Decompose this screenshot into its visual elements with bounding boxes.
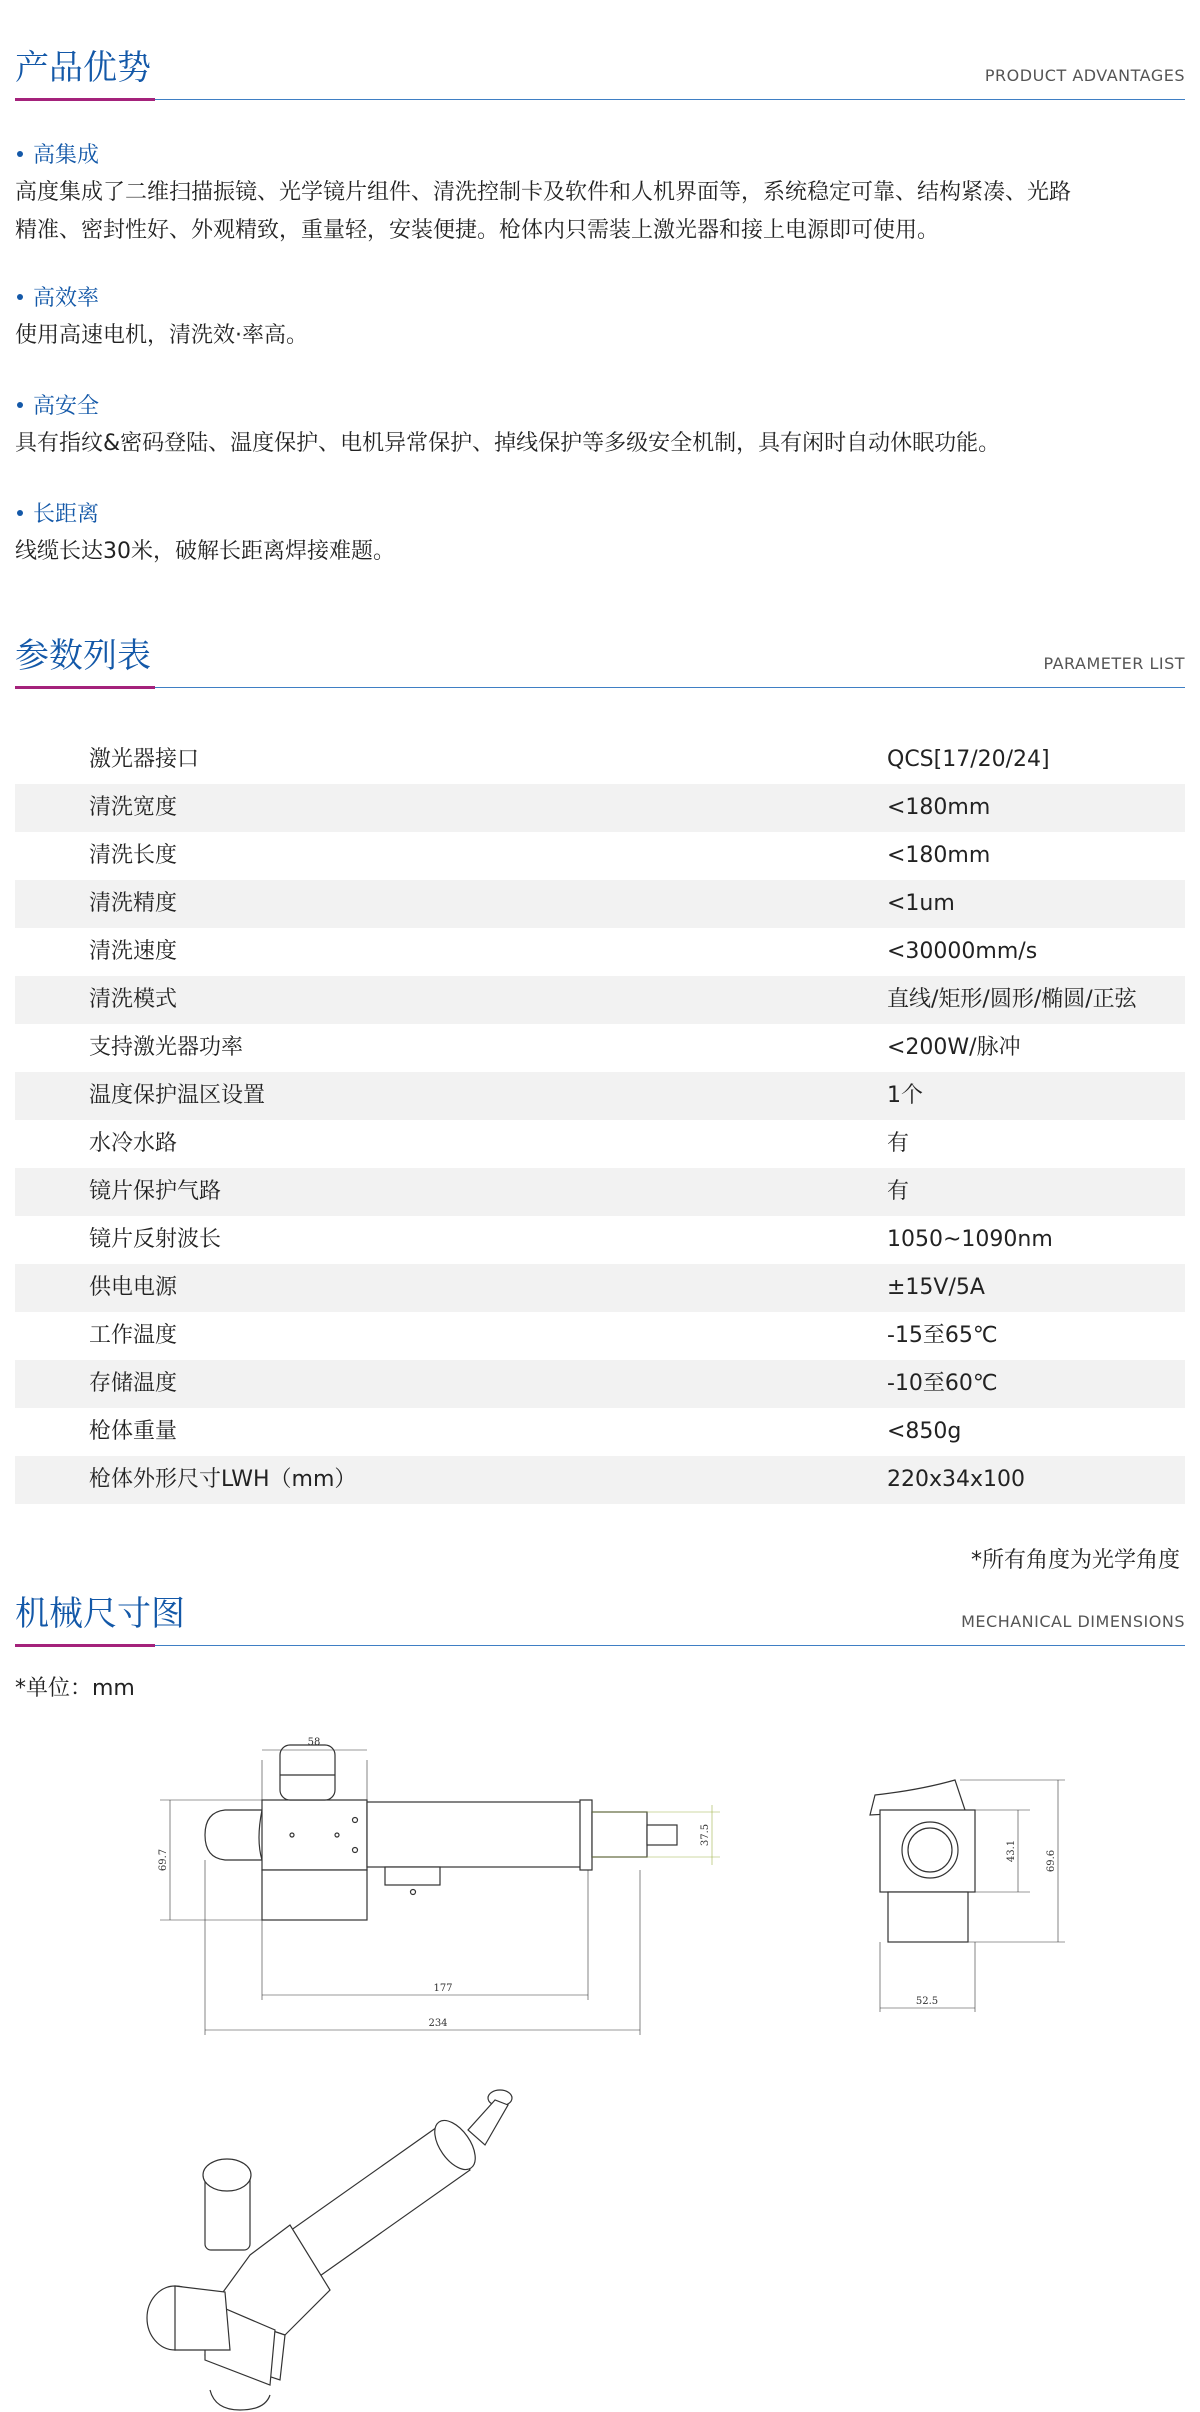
table-row bbox=[15, 1216, 1185, 1264]
dim-bottom-total: 234 bbox=[428, 2018, 448, 2029]
section-accent-bar bbox=[15, 1644, 155, 1647]
bullet-icon bbox=[17, 402, 23, 408]
advantage-title: 高安全 bbox=[15, 391, 1185, 423]
dim-height-left: 69.7 bbox=[158, 1848, 169, 1872]
param-value: 有 bbox=[887, 1131, 910, 1156]
param-value: <1um bbox=[887, 891, 955, 916]
advantage-distance bbox=[15, 499, 1185, 571]
section-divider bbox=[15, 99, 1185, 100]
unit-label: *单位：mm bbox=[15, 1676, 135, 1701]
dim-side-height: 69.6 bbox=[1046, 1849, 1057, 1873]
advantage-title: 高效率 bbox=[15, 283, 1185, 315]
param-name: 水冷水路 bbox=[89, 1131, 178, 1156]
advantage-title: 长距离 bbox=[15, 499, 1185, 531]
param-value: <200W/脉冲 bbox=[887, 1035, 1021, 1060]
section-subtitle: PARAMETER LIST bbox=[1043, 654, 1185, 673]
table-row bbox=[15, 1072, 1185, 1120]
bullet-icon bbox=[17, 510, 23, 516]
angle-note: *所有角度为光学角度 bbox=[970, 1548, 1180, 1573]
param-value: -15至65℃ bbox=[887, 1323, 998, 1348]
advantage-text: 高度集成了二维扫描振镜、光学镜片组件、清洗控制卡及软件和人机界面等，系统稳定可靠、结构紧凑、光路 精准、密封性好、外观精致，重量轻，安装便捷。枪体内只需装上激光器和接上电源即可使用。 bbox=[15, 180, 1072, 243]
param-name: 枪体重量 bbox=[89, 1419, 178, 1444]
param-name: 清洗长度 bbox=[89, 843, 178, 868]
param-value: ±15V/5A bbox=[887, 1275, 985, 1300]
advantage-efficiency bbox=[15, 283, 1185, 355]
table-row bbox=[15, 1456, 1185, 1504]
section-title: 参数列表 bbox=[15, 636, 151, 676]
param-value: <30000mm/s bbox=[887, 939, 1038, 964]
param-name: 清洗模式 bbox=[89, 987, 178, 1012]
section-divider bbox=[15, 687, 1185, 688]
table-row bbox=[15, 832, 1185, 880]
param-value: 1个 bbox=[887, 1083, 923, 1108]
dim-side-inner: 43.1 bbox=[1006, 1839, 1017, 1863]
param-name: 工作温度 bbox=[89, 1323, 178, 1348]
param-name: 存储温度 bbox=[89, 1371, 178, 1396]
section-header-mechanical bbox=[15, 1590, 1185, 1650]
param-name: 清洗宽度 bbox=[89, 795, 178, 820]
section-divider bbox=[15, 1645, 1185, 1646]
section-title: 产品优势 bbox=[15, 48, 151, 88]
param-name: 镜片反射波长 bbox=[89, 1227, 222, 1252]
isometric-view bbox=[147, 2090, 512, 2410]
section-header-params bbox=[15, 632, 1185, 692]
bullet-icon bbox=[17, 294, 23, 300]
param-value: 有 bbox=[887, 1179, 910, 1204]
dim-right: 37.5 bbox=[700, 1823, 711, 1847]
param-name: 枪体外形尺寸LWH（mm） bbox=[89, 1467, 357, 1492]
table-row bbox=[15, 976, 1185, 1024]
dim-side-width: 52.5 bbox=[915, 1996, 939, 2007]
param-name: 激光器接口 bbox=[89, 747, 200, 772]
param-value: 直线/矩形/圆形/椭圆/正弦 bbox=[887, 987, 1137, 1012]
dim-top-width: 58 bbox=[307, 1737, 321, 1748]
param-value: -10至60℃ bbox=[887, 1371, 998, 1396]
advantage-text: 线缆长达30米，破解长距离焊接难题。 bbox=[15, 539, 395, 564]
section-accent-bar bbox=[15, 686, 155, 689]
param-name: 供电电源 bbox=[89, 1275, 178, 1300]
table-row bbox=[15, 1264, 1185, 1312]
table-row bbox=[15, 880, 1185, 928]
param-name: 支持激光器功率 bbox=[89, 1035, 244, 1060]
param-name: 镜片保护气路 bbox=[89, 1179, 222, 1204]
section-accent-bar bbox=[15, 98, 155, 101]
advantage-title: 高集成 bbox=[15, 140, 1185, 172]
mechanical-drawing bbox=[0, 1700, 1200, 2412]
table-row bbox=[15, 1120, 1185, 1168]
advantage-text: 具有指纹&密码登陆、温度保护、电机异常保护、掉线保护等多级安全机制，具有闲时自动休眠功能。 bbox=[15, 431, 1001, 456]
advantage-integration bbox=[15, 140, 1185, 250]
table-row bbox=[15, 928, 1185, 976]
param-value: 220x34x100 bbox=[887, 1467, 1026, 1492]
param-value: <180mm bbox=[887, 795, 991, 820]
table-row bbox=[15, 1408, 1185, 1456]
table-row bbox=[15, 736, 1185, 784]
section-subtitle: PRODUCT ADVANTAGES bbox=[984, 66, 1185, 85]
table-row bbox=[15, 1312, 1185, 1360]
param-value: 1050~1090nm bbox=[887, 1227, 1053, 1252]
param-value: QCS[17/20/24] bbox=[887, 747, 1050, 772]
param-value: <180mm bbox=[887, 843, 991, 868]
advantage-text: 使用高速电机，清洗效·率高。 bbox=[15, 323, 308, 348]
param-name: 清洗精度 bbox=[89, 891, 178, 916]
table-row bbox=[15, 1360, 1185, 1408]
section-header-advantages bbox=[15, 44, 1185, 104]
section-subtitle: MECHANICAL DIMENSIONS bbox=[961, 1612, 1185, 1631]
param-name: 温度保护温区设置 bbox=[89, 1083, 266, 1108]
advantage-safety bbox=[15, 391, 1185, 463]
table-row bbox=[15, 784, 1185, 832]
bullet-icon bbox=[17, 151, 23, 157]
table-row bbox=[15, 1024, 1185, 1072]
section-title: 机械尺寸图 bbox=[15, 1594, 185, 1634]
param-name: 清洗速度 bbox=[89, 939, 178, 964]
table-row bbox=[15, 1168, 1185, 1216]
param-value: <850g bbox=[887, 1419, 962, 1444]
parameter-table bbox=[15, 736, 1185, 1504]
side-view bbox=[870, 1780, 1065, 2012]
dim-bottom-inner: 177 bbox=[433, 1983, 453, 1994]
